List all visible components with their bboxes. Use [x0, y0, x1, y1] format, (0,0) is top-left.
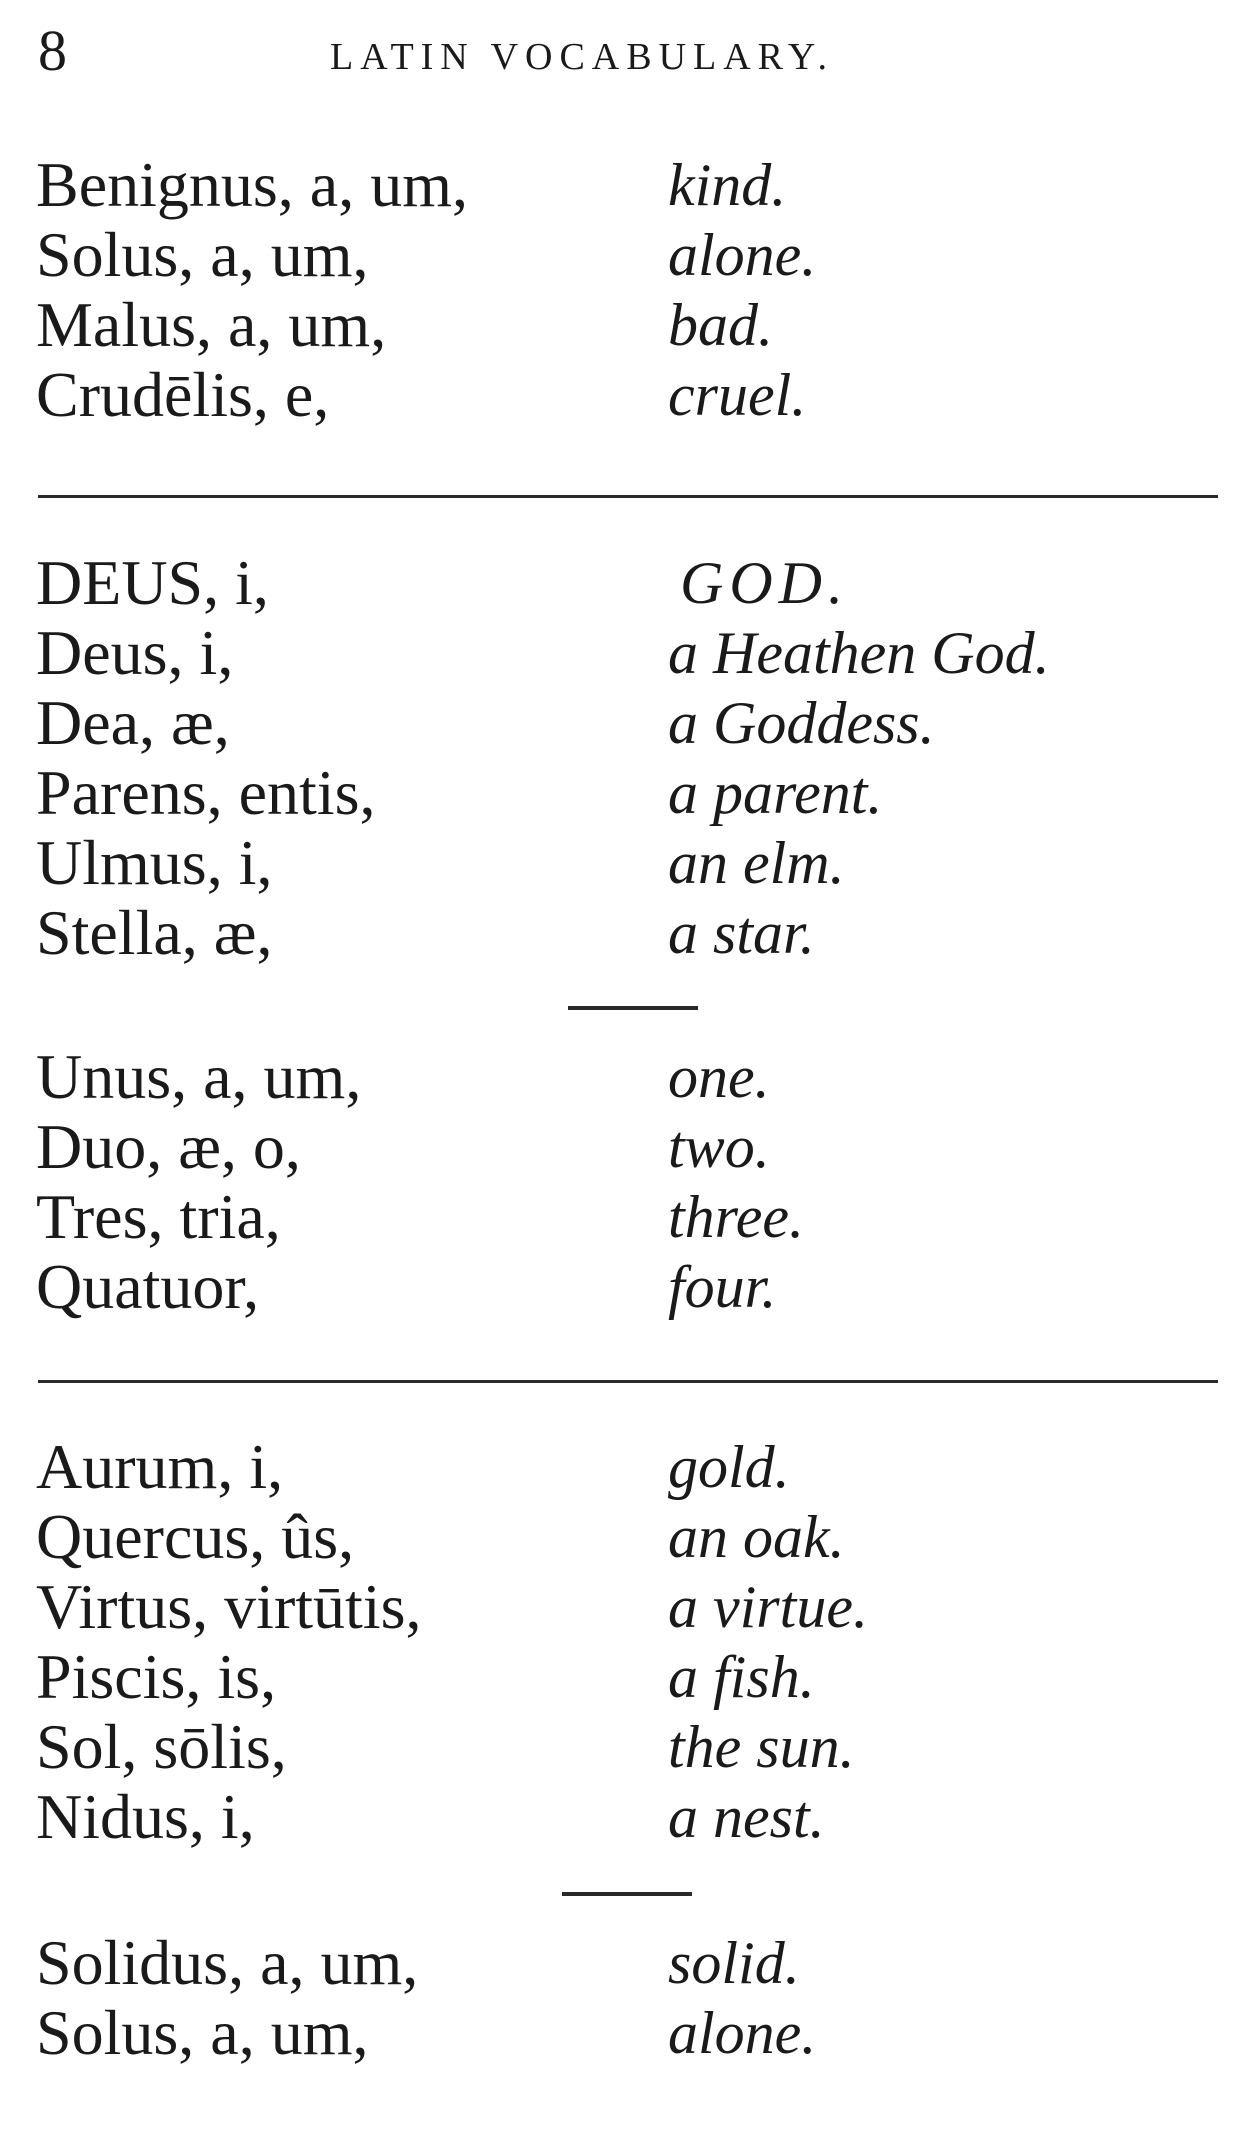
english-meaning: GOD.	[680, 550, 849, 616]
english-meaning: a nest.	[668, 1784, 825, 1850]
vocab-entry	[0, 290, 1243, 360]
english-meaning: a parent.	[668, 760, 883, 826]
english-meaning: a fish.	[668, 1644, 815, 1710]
vocab-entry	[0, 1502, 1243, 1572]
latin-word: Ulmus, i,	[36, 827, 273, 898]
running-head: LATIN VOCABULARY.	[330, 36, 834, 78]
latin-word: Nidus, i,	[36, 1781, 255, 1852]
english-meaning: alone.	[668, 222, 817, 288]
latin-word: Aurum, i,	[36, 1431, 284, 1502]
latin-word: DEUS, i,	[36, 547, 269, 618]
latin-word: Dea, æ,	[36, 687, 230, 758]
vocab-entry	[0, 1252, 1243, 1322]
english-meaning: a Goddess.	[668, 690, 935, 756]
vocab-entry	[0, 898, 1243, 968]
vocab-entry	[0, 360, 1243, 430]
latin-word: Malus, a, um,	[36, 289, 387, 360]
latin-word: Deus, i,	[36, 617, 234, 688]
latin-word: Virtus, virtūtis,	[36, 1571, 422, 1642]
latin-word: Solidus, a, um,	[36, 1927, 419, 1998]
page-number: 8	[38, 18, 67, 83]
vocab-entry	[0, 688, 1243, 758]
english-meaning: three.	[668, 1184, 805, 1250]
vocab-entry	[0, 1928, 1243, 1998]
vocab-entry	[0, 618, 1243, 688]
vocab-entry	[0, 1782, 1243, 1852]
latin-word: Stella, æ,	[36, 897, 273, 968]
latin-word: Sol, sōlis,	[36, 1711, 287, 1782]
latin-word: Unus, a, um,	[36, 1041, 362, 1112]
english-meaning: bad.	[668, 292, 773, 358]
latin-word: Solus, a, um,	[36, 219, 369, 290]
vocab-entry	[0, 828, 1243, 898]
section-divider	[38, 495, 1218, 498]
vocab-entry	[0, 1112, 1243, 1182]
section-divider	[38, 1380, 1218, 1383]
vocab-entry	[0, 1182, 1243, 1252]
short-divider	[562, 1892, 692, 1896]
english-meaning: solid.	[668, 1930, 800, 1996]
vocab-entry	[0, 1572, 1243, 1642]
latin-word: Tres, tria,	[36, 1181, 281, 1252]
latin-word: Duo, æ, o,	[36, 1111, 301, 1182]
latin-word: Quatuor,	[36, 1251, 260, 1322]
vocab-entry	[0, 220, 1243, 290]
short-divider	[568, 1006, 698, 1010]
english-meaning: the sun.	[668, 1714, 855, 1780]
vocab-entry	[0, 1432, 1243, 1502]
vocab-entry	[0, 758, 1243, 828]
english-meaning: an elm.	[668, 830, 845, 896]
english-meaning: two.	[668, 1114, 770, 1180]
english-meaning: a virtue.	[668, 1574, 868, 1640]
vocab-entry	[0, 1712, 1243, 1782]
latin-word: Piscis, is,	[36, 1641, 277, 1712]
vocab-entry	[0, 150, 1243, 220]
latin-word: Parens, entis,	[36, 757, 376, 828]
english-meaning: one.	[668, 1044, 770, 1110]
vocab-entry	[0, 1642, 1243, 1712]
latin-word: Crudēlis, e,	[36, 359, 330, 430]
latin-word: Benignus, a, um,	[36, 149, 468, 220]
english-meaning: four.	[668, 1254, 777, 1320]
latin-word: Solus, a, um,	[36, 1997, 369, 2068]
english-meaning: a star.	[668, 900, 815, 966]
vocab-entry	[0, 1998, 1243, 2068]
english-meaning: a Heathen God.	[668, 620, 1050, 686]
english-meaning: alone.	[668, 2000, 817, 2066]
english-meaning: gold.	[668, 1434, 790, 1500]
english-meaning: an oak.	[668, 1504, 845, 1570]
english-meaning: kind.	[668, 152, 787, 218]
vocab-entry	[0, 1042, 1243, 1112]
latin-word: Quercus, ûs,	[36, 1501, 355, 1572]
vocab-entry	[0, 548, 1243, 618]
english-meaning: cruel.	[668, 362, 807, 428]
